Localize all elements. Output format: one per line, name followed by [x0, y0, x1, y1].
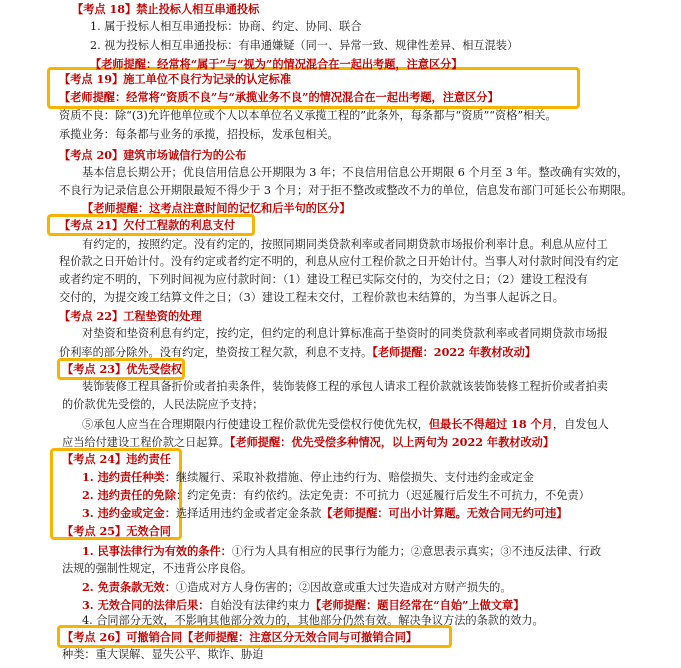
emphasis-text: 3. 无效合同的法律后果： [82, 598, 210, 612]
body-text: 或者约定不明的，下列时间视为应付款时间：（1）建设工程已实际交付的，为交付之日；（2）建设工程没有 [59, 273, 588, 286]
body-text: 继续履行、采取补救措施、停止违约行为、赔偿损失、支付违约金或定金 [175, 471, 534, 484]
emphasis-text: 【考点 25】无效合同 [62, 524, 171, 538]
emphasis-text: 【老师提醒：经常将“属于”与“视为”的情况混合在一起出考题，注意区分】 [90, 57, 463, 71]
emphasis-text: 【老师提醒：这考点注意时间的记忆和后半句的区分】 [82, 201, 351, 215]
body-text: ，自发包人 [552, 418, 609, 431]
emphasis-text: 【老师提醒：2022 年教材改动】 [372, 345, 536, 359]
emphasis-text: 1. 民事法律行为有效的条件： [82, 544, 232, 558]
body-text: 法规的强制性规定，不违背公序良俗。 [62, 562, 253, 575]
line-14 [0, 252, 681, 272]
line-16 [0, 288, 681, 308]
emphasis-text: 【老师提醒：经常将“资质不良”与“承揽业务不良”的情况混合在一起出考题，注意区分】 [59, 90, 499, 104]
line-28 [0, 503, 681, 523]
line-2 [0, 36, 681, 56]
body-text: 对垫资和垫资利息有约定，按约定，但约定的利息计算标准高于垫资时的同类贷款利率或者同期贷款市场报 [82, 327, 608, 340]
emphasis-text: 【考点 26】可撤销合同【老师提醒：注意区分无效合同与可撤销合同】 [62, 630, 418, 644]
emphasis-text: 【考点 19】施工单位不良行为记录的认定标准 [59, 72, 292, 86]
line-6 [0, 106, 681, 126]
emphasis-text: 【考点 22】工程垫资的处理 [59, 309, 202, 323]
line-1 [0, 17, 681, 37]
emphasis-text: 【考点 21】欠付工程款的利息支付 [59, 218, 236, 232]
body-text: ：约定免责：有约依约。法定免责：不可抗力（迟延履行后发生不可抗力，不免责） [175, 489, 590, 502]
emphasis-text: 【老师提醒：优先受偿多种情况，以上两句为 2022 年教材改动】 [229, 435, 555, 449]
emphasis-text: 【考点 18】禁止投标人相互串通投标 [72, 2, 260, 16]
line-18 [0, 324, 681, 344]
emphasis-text: 【考点 20】建筑市场诚信行为的公布 [59, 148, 247, 162]
emphasis-text: 但最长不得超过 18 个月 [428, 417, 553, 431]
line-30 [0, 541, 681, 561]
emphasis-text: 2. 免责条款无效： [82, 580, 176, 594]
body-text: 应当给付建设工程价款之日起算。 [62, 436, 230, 449]
body-text: ①造成对方人身伤害的；②因故意或重大过失造成对方财产损失的。 [175, 581, 512, 594]
emphasis-text: 3. 违约金或定金： [82, 506, 176, 520]
body-text: 1. 属于投标人相互串通投标：协商、约定、协同、联合 [90, 20, 362, 33]
body-text: 不良行为记录信息公开期限最短不得少于 3 个月；对于拒不整改或整改不力的单位，信息发布部门可延长公布期限。 [59, 184, 633, 197]
body-text: 种类：重大误解、显失公平、欺诈、胁迫 [62, 648, 264, 661]
line-25 [0, 449, 681, 469]
body-text: 4. 合同部分无效，不影响其他部分效力的，其他部分仍然有效。解决争议方法的条款的效力。 [82, 614, 544, 627]
line-4 [0, 69, 681, 89]
line-31 [0, 559, 681, 579]
body-text: 的价款优先受偿的，人民法院应予支持； [62, 398, 264, 411]
line-32 [0, 577, 681, 597]
line-21 [0, 377, 681, 397]
body-text: 价利率的部分除外。没有约定，垫资按工程欠款，利息不支持。 [59, 346, 373, 359]
body-text: 基本信息长期公开；优良信用信息公开期限为 3 年；不良信用信息公开期限 6 个月至 3 年。整改确有实效的， [82, 166, 629, 179]
body-text: 程价款之日开始计付。没有约定或者约定不明的，利息从应付工程价款之日开始计付。当事人对付款时间没有约定 [59, 255, 619, 268]
emphasis-text: 【考点 23】优先受偿权 [62, 362, 183, 376]
emphasis-text: 【考点 24】违约责任 [62, 452, 171, 466]
emphasis-text: 2. 违约责任的免除 [82, 488, 176, 502]
emphasis-text: 【老师提醒：可出小计算题。无效合同无约可违】 [321, 506, 568, 520]
line-23 [0, 414, 681, 434]
line-22 [0, 395, 681, 415]
line-9 [0, 163, 681, 183]
line-29 [0, 521, 681, 541]
body-text: 2. 视为投标人相互串通投标：有串通嫌疑（同一、异常一致、规律性差异、相互混装） [90, 39, 519, 52]
body-text: ①行为人具有相应的民事行为能力；②意思表示真实；③不违反法律、行政 [231, 545, 602, 558]
line-7 [0, 125, 681, 145]
body-text: 资质不良：除“(3)允许他单位或个人以本单位名义承揽工程的”此条外，每条都与“资质”“资格”相关。 [59, 109, 557, 122]
body-text: 装饰装修工程具备折价或者拍卖条件，装饰装修工程的承包人请求工程价款就该装饰装修工程折价或者拍卖 [82, 380, 608, 393]
line-5 [0, 87, 681, 107]
body-text: ⑤承包人应当在合理期限内行使建设工程价款优先受偿权行使优先权， [82, 418, 429, 431]
line-12 [0, 215, 681, 235]
line-20 [0, 359, 681, 379]
line-27 [0, 485, 681, 505]
line-15 [0, 270, 681, 290]
emphasis-text: 1. 违约责任种类： [82, 470, 176, 484]
body-text: 有约定的，按照约定。没有约定的，按照同期同类贷款利率或者同期贷款市场报价利率计息。利息从应付工 [82, 238, 608, 251]
line-8 [0, 145, 681, 165]
line-26 [0, 467, 681, 487]
emphasis-text: 【老师提醒：题目经常在“自始”上做文章】 [310, 598, 525, 612]
body-text: 交付的，为提交竣工结算文件之日；（3）建设工程未交付，工程价款也未结算的，为当事人起诉之日。 [59, 291, 564, 304]
body-text: 承揽业务：每条都与业务的承揽，招投标，发承包相关。 [59, 128, 339, 141]
body-text: 自始没有法律约束力 [209, 599, 311, 612]
body-text: 选择适用违约金或者定金条款 [175, 507, 322, 520]
line-36 [0, 645, 681, 665]
line-35 [0, 627, 681, 647]
line-17 [0, 306, 681, 326]
